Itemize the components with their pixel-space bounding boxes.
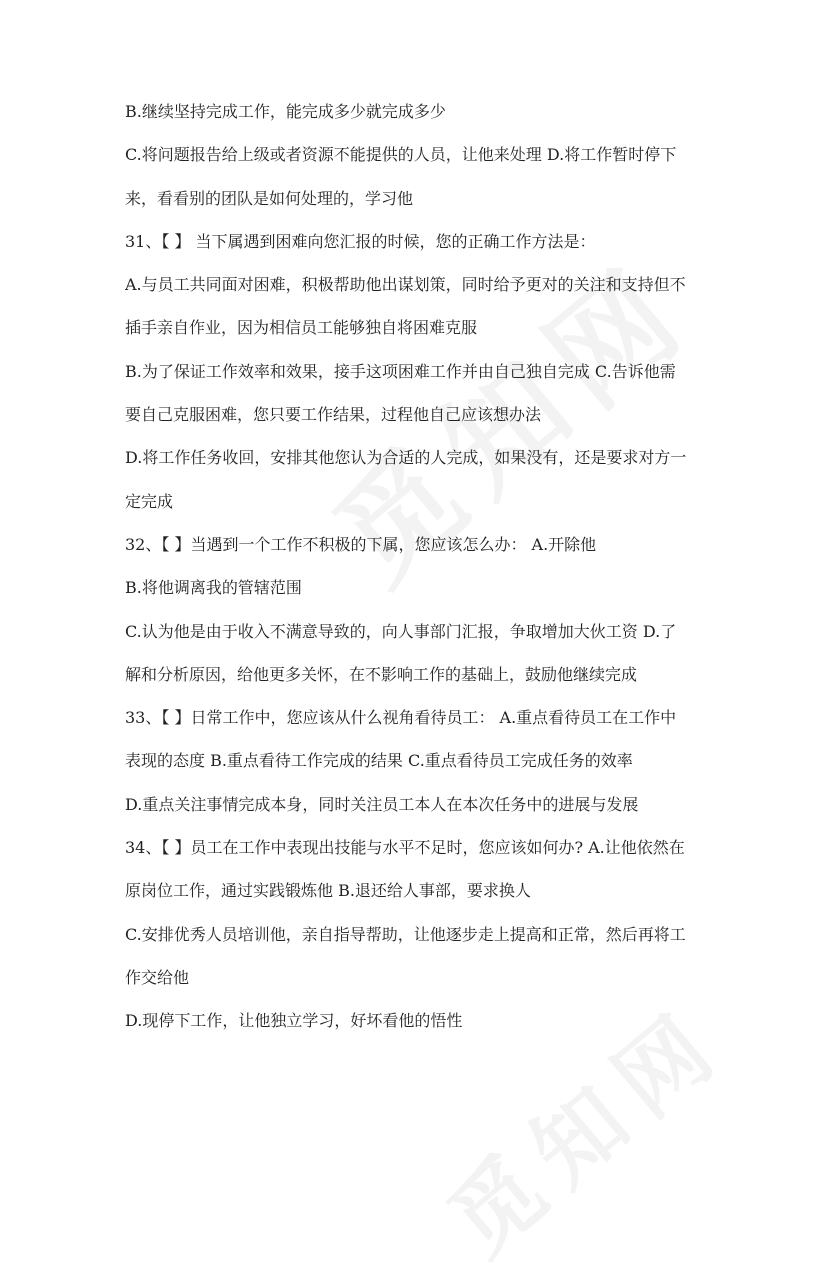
text-line: A.与员工共同面对困难，积极帮助他出谋划策，同时给予更对的关注和支持但不: [125, 275, 686, 295]
question-32-title: 32、【 】当遇到一个工作不积极的下属，您应该怎么办： A.开除他: [125, 534, 597, 554]
text-line: D.重点关注事情完成本身，同时关注员工本人在本次任务中的进展与发展: [125, 794, 639, 814]
question-34-title: 34、【 】员工在工作中表现出技能与水平不足时，您应该如何办? A.让他依然在: [125, 838, 685, 858]
text-line: B.继续坚持完成工作，能完成多少就完成多少: [125, 102, 446, 121]
text-line: 来，看看别的团队是如何处理的，学习他: [125, 188, 414, 208]
document-page: [125, 102, 710, 1055]
text-line: C.将问题报告给上级或者资源不能提供的人员，让他来处理 D.将工作暂时停下: [125, 145, 677, 165]
text-line: B.为了保证工作效率和效果，接手这项困难工作并由自己独自完成 C.告诉他需: [125, 361, 676, 381]
text-line: 要自己克服困难，您只要工作结果，过程他自己应该想办法: [125, 405, 542, 425]
text-line: C.安排优秀人员培训他，亲自指导帮助，让他逐步走上提高和正常，然后再将工: [125, 924, 686, 944]
text-line: 原岗位工作，通过实践锻炼他 B.退还给人事部，要求换人: [125, 881, 531, 901]
text-line: 定完成: [125, 491, 174, 511]
text-line: 插手亲自作业，因为相信员工能够独自将困难克服: [125, 318, 478, 338]
text-line: 作交给他: [125, 967, 190, 987]
text-line: 表现的态度 B.重点看待工作完成的结果 C.重点看待员工完成任务的效率: [125, 751, 633, 771]
text-line: D.现停下工作，让他独立学习，好坏看他的悟性: [125, 1011, 463, 1031]
text-line: B.将他调离我的管辖范围: [125, 578, 302, 598]
text-line: 解和分析原因，给他更多关怀，在不影响工作的基础上，鼓励他继续完成: [125, 664, 638, 684]
question-33-title: 33、【 】日常工作中，您应该从什么视角看待员工： A.重点看待员工在工作中: [125, 708, 677, 728]
text-line: C.认为他是由于收入不满意导致的，向人事部门汇报，争取增加大伙工资 D.了: [125, 621, 677, 641]
text-line: D.将工作任务收回，安排其他您认为合适的人完成，如果没有，还是要求对方一: [125, 448, 687, 468]
question-31-title: 31、【 】 当下属遇到困难向您汇报的时候，您的正确工作方法是：: [125, 231, 596, 251]
